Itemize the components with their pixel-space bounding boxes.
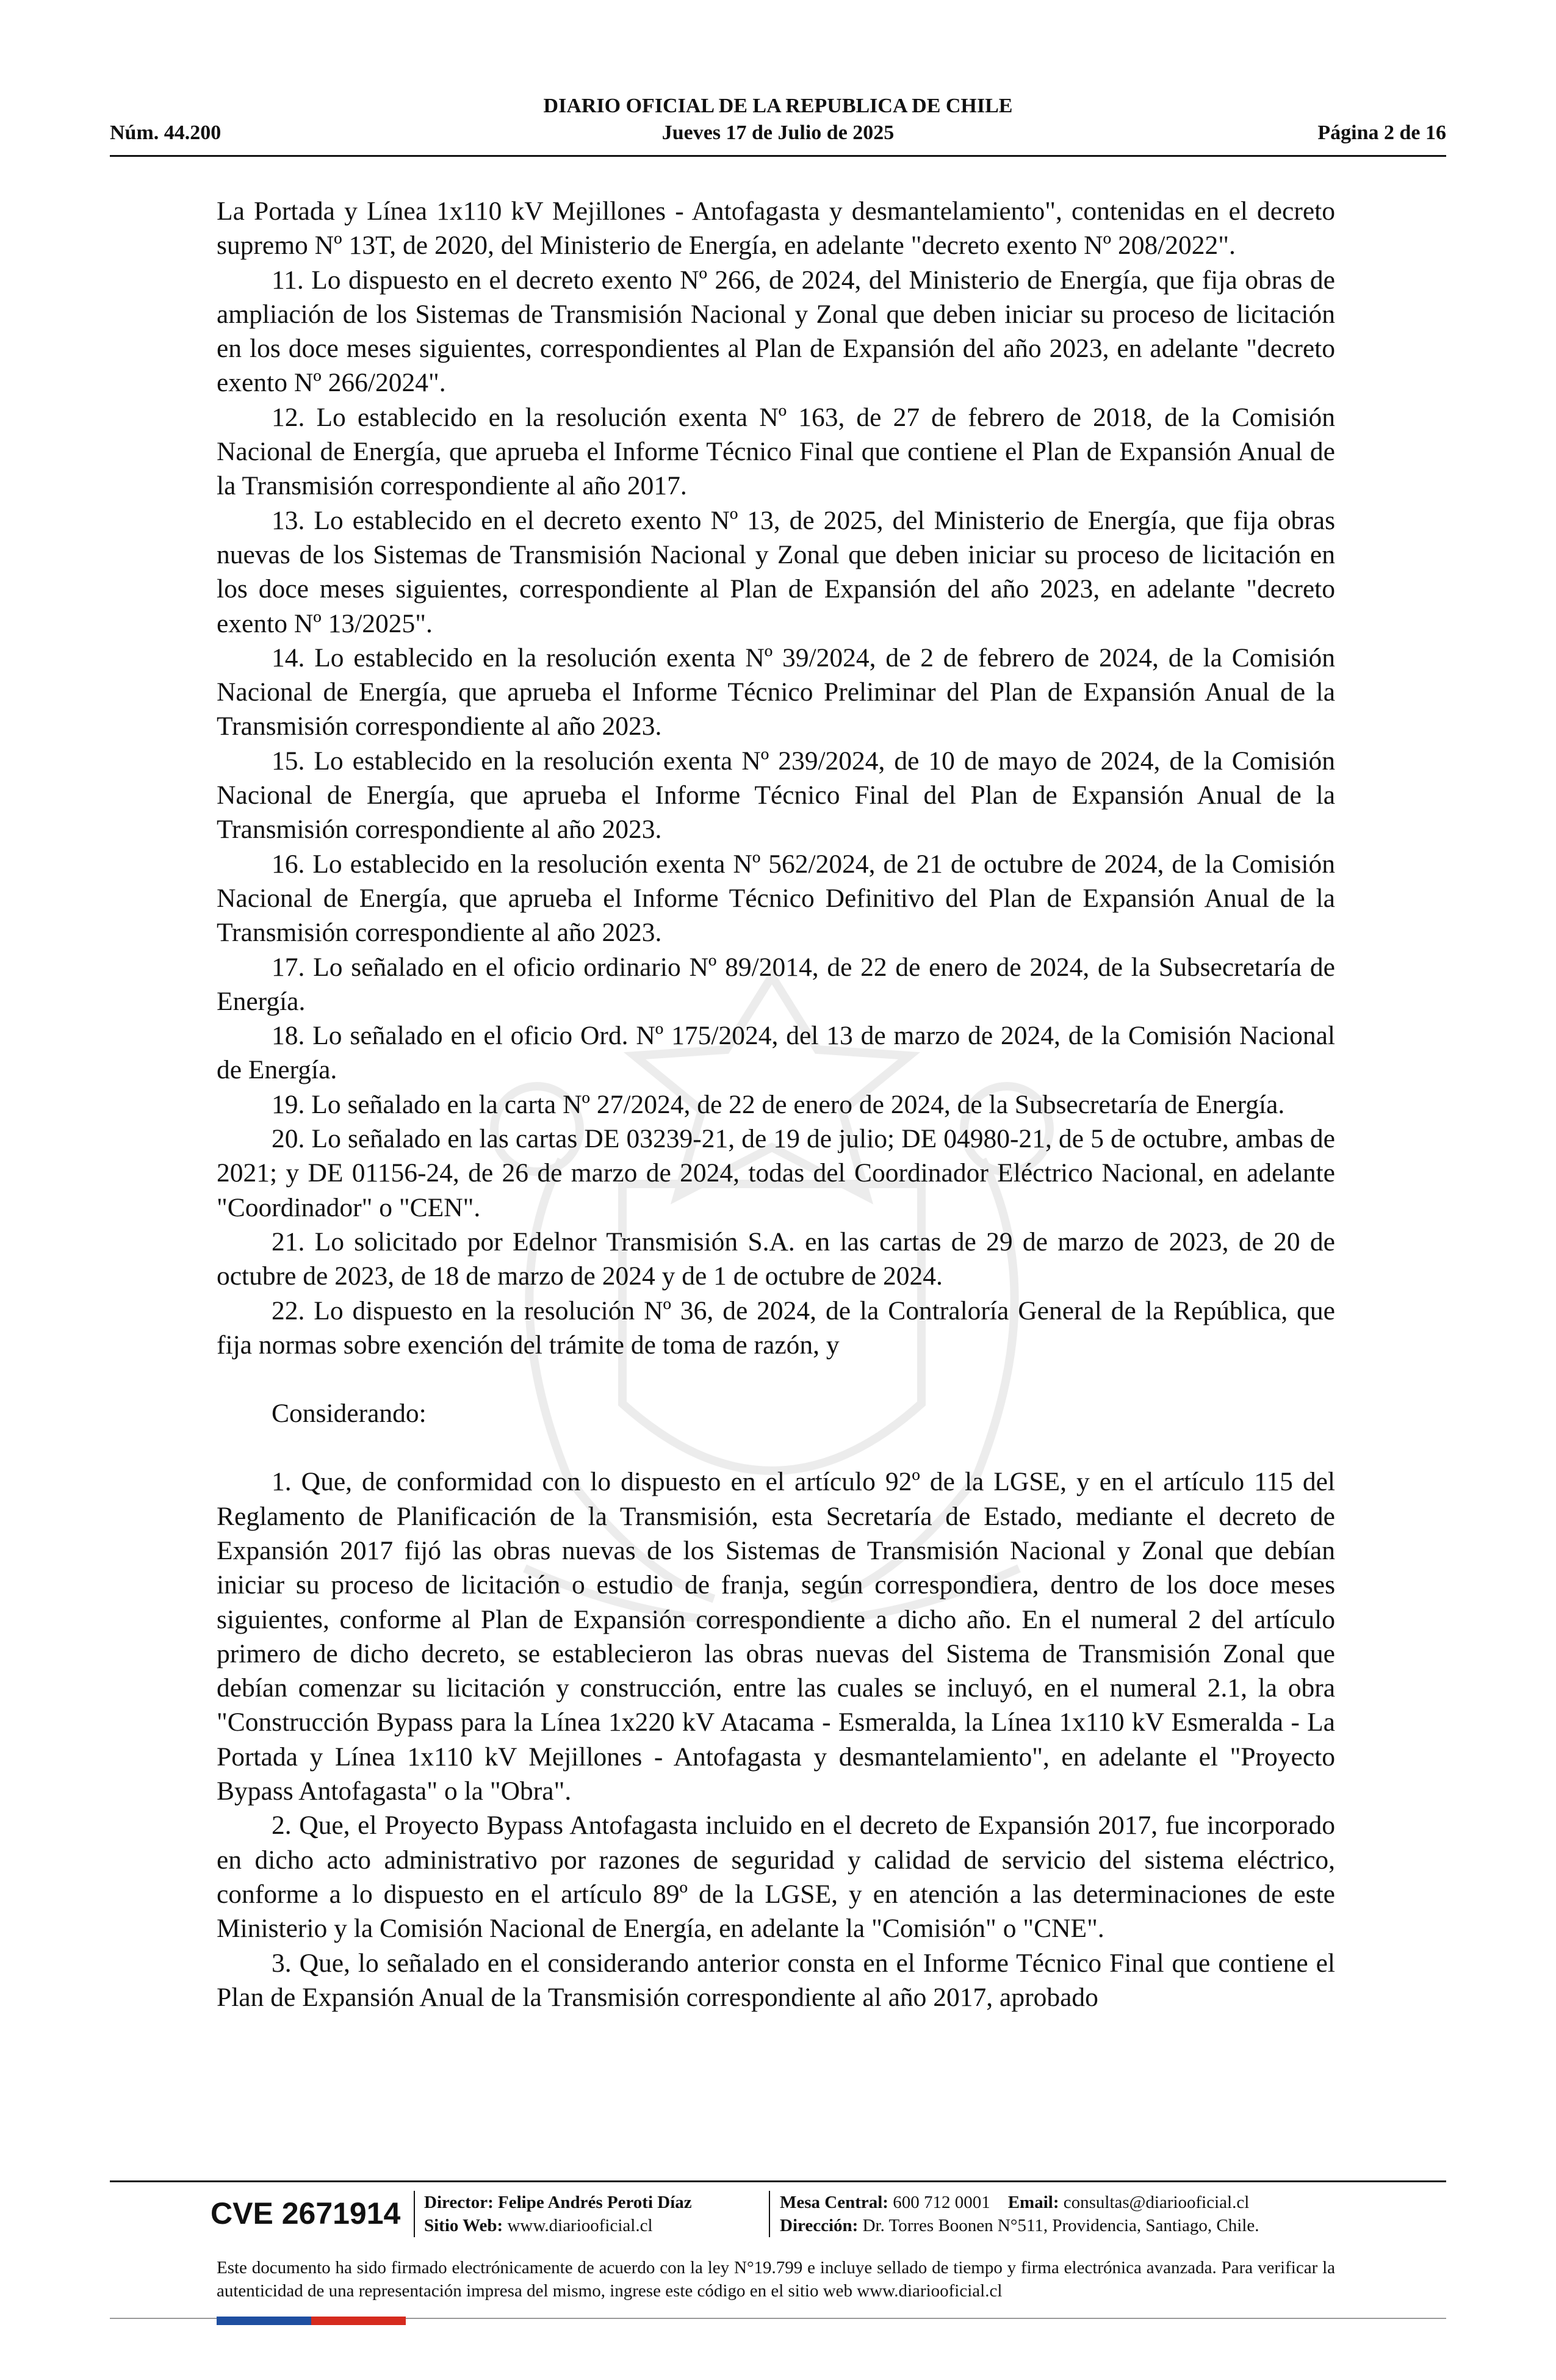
email-label: Email: bbox=[1007, 2193, 1059, 2212]
address-label: Dirección: bbox=[780, 2216, 859, 2235]
issue-date: Jueves 17 de Julio de 2025 bbox=[661, 121, 895, 144]
paragraph-continuation: La Portada y Línea 1x110 kV Mejillones - Antofagasta y desmantelamiento", contenidas en el decreto supremo Nº 13T, de 2020, del Ministerio de Energía, en adelante "decreto exento Nº 208/2022". bbox=[217, 197, 1335, 261]
director-name: Felipe Andrés Peroti Díaz bbox=[498, 2193, 692, 2212]
chile-flag-stripe bbox=[217, 2317, 406, 2325]
phone-label: Mesa Central: bbox=[780, 2193, 888, 2212]
paragraph-item-18: 18. Lo señalado en el oficio Ord. Nº 175/2024, del 13 de marzo de 2024, de la Comisión Nacional de Energía. bbox=[217, 1021, 1335, 1085]
considerando-item-3: 3. Que, lo señalado en el considerando anterior consta en el Informe Técnico Final que contiene el Plan de Expansión Anual de la Transmisión correspondiente al año 2017, aprobado bbox=[217, 1948, 1335, 2012]
header-divider bbox=[110, 155, 1446, 157]
web-link[interactable]: www.diariooficial.cl bbox=[507, 2216, 653, 2235]
publication-title: DIARIO OFICIAL DE LA REPUBLICA DE CHILE bbox=[543, 95, 1013, 117]
footer-director-block bbox=[424, 2191, 692, 2237]
paragraph-item-20: 20. Lo señalado en las cartas DE 03239-21, de 19 de julio; DE 04980-21, de 5 de octubre, ambas de 2021; y DE 01156-24, de 26 de marzo de 2024, todas del Coordinador Eléctrico Nacional, en adelante "Coordinador" o "CEN". bbox=[217, 1124, 1335, 1222]
paragraph-item-19: 19. Lo señalado en la carta Nº 27/2024, de 22 de enero de 2024, de la Subsecretaría de Energía. bbox=[272, 1089, 1285, 1119]
issue-number: Núm. 44.200 bbox=[110, 121, 222, 144]
address-value: Dr. Torres Boonen N°511, Providencia, Santiago, Chile. bbox=[862, 2216, 1259, 2235]
paragraph-item-16: 16. Lo establecido en la resolución exenta Nº 562/2024, de 21 de octubre de 2024, de la Comisión Nacional de Energía, que aprueba el Informe Técnico Definitivo del Plan de Expansión Anual de la Transmisión correspondiente al año 2023. bbox=[217, 849, 1335, 948]
paragraph-item-13: 13. Lo establecido en el decreto exento Nº 13, de 2025, del Ministerio de Energía, que fija obras nuevas de los Sistemas de Transmisión Nacional y Zonal que deben iniciar su proceso de licitación en los doce meses siguientes, correspondiente al Plan de Expansión del año 2023, en adelante "decreto exento Nº 13/2025". bbox=[217, 505, 1335, 638]
web-label: Sitio Web: bbox=[424, 2216, 503, 2235]
page-number: Página 2 de 16 bbox=[1317, 121, 1446, 144]
paragraph-item-11: 11. Lo dispuesto en el decreto exento Nº 266, de 2024, del Ministerio de Energía, que fija obras de ampliación de los Sistemas de Transmisión Nacional y Zonal que deben iniciar su proceso de licitación en los doce meses siguientes, correspondientes al Plan de Expansión del año 2023, en adelante "decreto exento Nº 266/2024". bbox=[217, 265, 1335, 398]
considerando-heading: Considerando: bbox=[272, 1399, 427, 1429]
considerando-item-1: 1. Que, de conformidad con lo dispuesto en el artículo 92º de la LGSE, y en el artículo 115 del Reglamento de Planificación de la Transmisión, esta Secretaría de Estado, mediante el decreto de Expansión 2017 fijó las obras nuevas de los Sistemas de Transmisión Nacional y Zonal que debían iniciar su proceso de licitación o estudio de franja, según correspondiera, dentro de los doce meses siguientes, conforme al Plan de Expansión correspondiente a dicho año. En el numeral 2 del artículo primero de dicho decreto, se establecieron las obras nuevas del Sistema de Transmisión Zonal que debían comenzar su licitación y construcción, entre las cuales se incluyó, en el numeral 2.1, la obra "Construcción Bypass para la Línea 1x220 kV Atacama - Esmeralda, la Línea 1x110 kV Esmeralda - La Portada y Línea 1x110 kV Mejillones - Antofagasta y desmantelamiento", en adelante el "Proyecto Bypass Antofagasta" o la "Obra". bbox=[217, 1467, 1335, 1806]
cve-code: CVE 2671914 bbox=[211, 2196, 401, 2230]
director-label: Director: bbox=[424, 2193, 494, 2212]
electronic-signature-notice: Este documento ha sido firmado electrónicamente de acuerdo con la ley N°19.799 e incluye sellado de tiempo y firma electrónica avanzada. Para verificar la autenticidad de una representación impresa del mismo, ingrese este código en el sitio web www.diariooficial.cl bbox=[217, 2258, 1335, 2301]
flag-red-segment bbox=[311, 2317, 406, 2325]
considerando-item-2: 2. Que, el Proyecto Bypass Antofagasta incluido en el decreto de Expansión 2017, fue incorporado en dicho acto administrativo por razones de seguridad y calidad de servicio del sistema eléctrico, conforme a lo dispuesto en el artículo 89º de la LGSE, y en atención a las determinaciones de este Ministerio y la Comisión Nacional de Energía, en adelante la "Comisión" o "CNE". bbox=[217, 1811, 1335, 1944]
phone-value: 600 712 0001 bbox=[893, 2193, 990, 2212]
email-link[interactable]: consultas@diariooficial.cl bbox=[1063, 2193, 1250, 2212]
paragraph-item-22: 22. Lo dispuesto en la resolución Nº 36, de 2024, de la Contraloría General de la República, que fija normas sobre exención del trámite de toma de razón, y bbox=[217, 1296, 1335, 1360]
paragraph-item-15: 15. Lo establecido en la resolución exenta Nº 239/2024, de 10 de mayo de 2024, de la Comisión Nacional de Energía, que aprueba el Informe Técnico Final del Plan de Expansión Anual de la Transmisión correspondiente al año 2023. bbox=[217, 746, 1335, 845]
page-header bbox=[110, 95, 1446, 156]
flag-blue-segment bbox=[217, 2317, 311, 2325]
footer-contact-block bbox=[780, 2191, 1259, 2237]
footer-divider bbox=[110, 2180, 1446, 2182]
document-body bbox=[217, 194, 1335, 2014]
footer-separator bbox=[414, 2191, 415, 2237]
paragraph-item-14: 14. Lo establecido en la resolución exenta Nº 39/2024, de 2 de febrero de 2024, de la Comisión Nacional de Energía, que aprueba el Informe Técnico Preliminar del Plan de Expansión Anual de la Transmisión correspondiente al año 2023. bbox=[217, 643, 1335, 741]
paragraph-item-21: 21. Lo solicitado por Edelnor Transmisión S.A. en las cartas de 29 de marzo de 2023, de 20 de octubre de 2023, de 18 de marzo de 2024 y de 1 de octubre de 2024. bbox=[217, 1227, 1335, 1291]
paragraph-item-12: 12. Lo establecido en la resolución exenta Nº 163, de 27 de febrero de 2018, de la Comisión Nacional de Energía, que aprueba el Informe Técnico Final que contiene el Plan de Expansión Anual de la Transmisión correspondiente al año 2017. bbox=[217, 402, 1335, 501]
footer-separator bbox=[769, 2191, 770, 2237]
paragraph-item-17: 17. Lo señalado en el oficio ordinario Nº 89/2014, de 22 de enero de 2024, de la Subsecretaría de Energía. bbox=[217, 952, 1335, 1016]
